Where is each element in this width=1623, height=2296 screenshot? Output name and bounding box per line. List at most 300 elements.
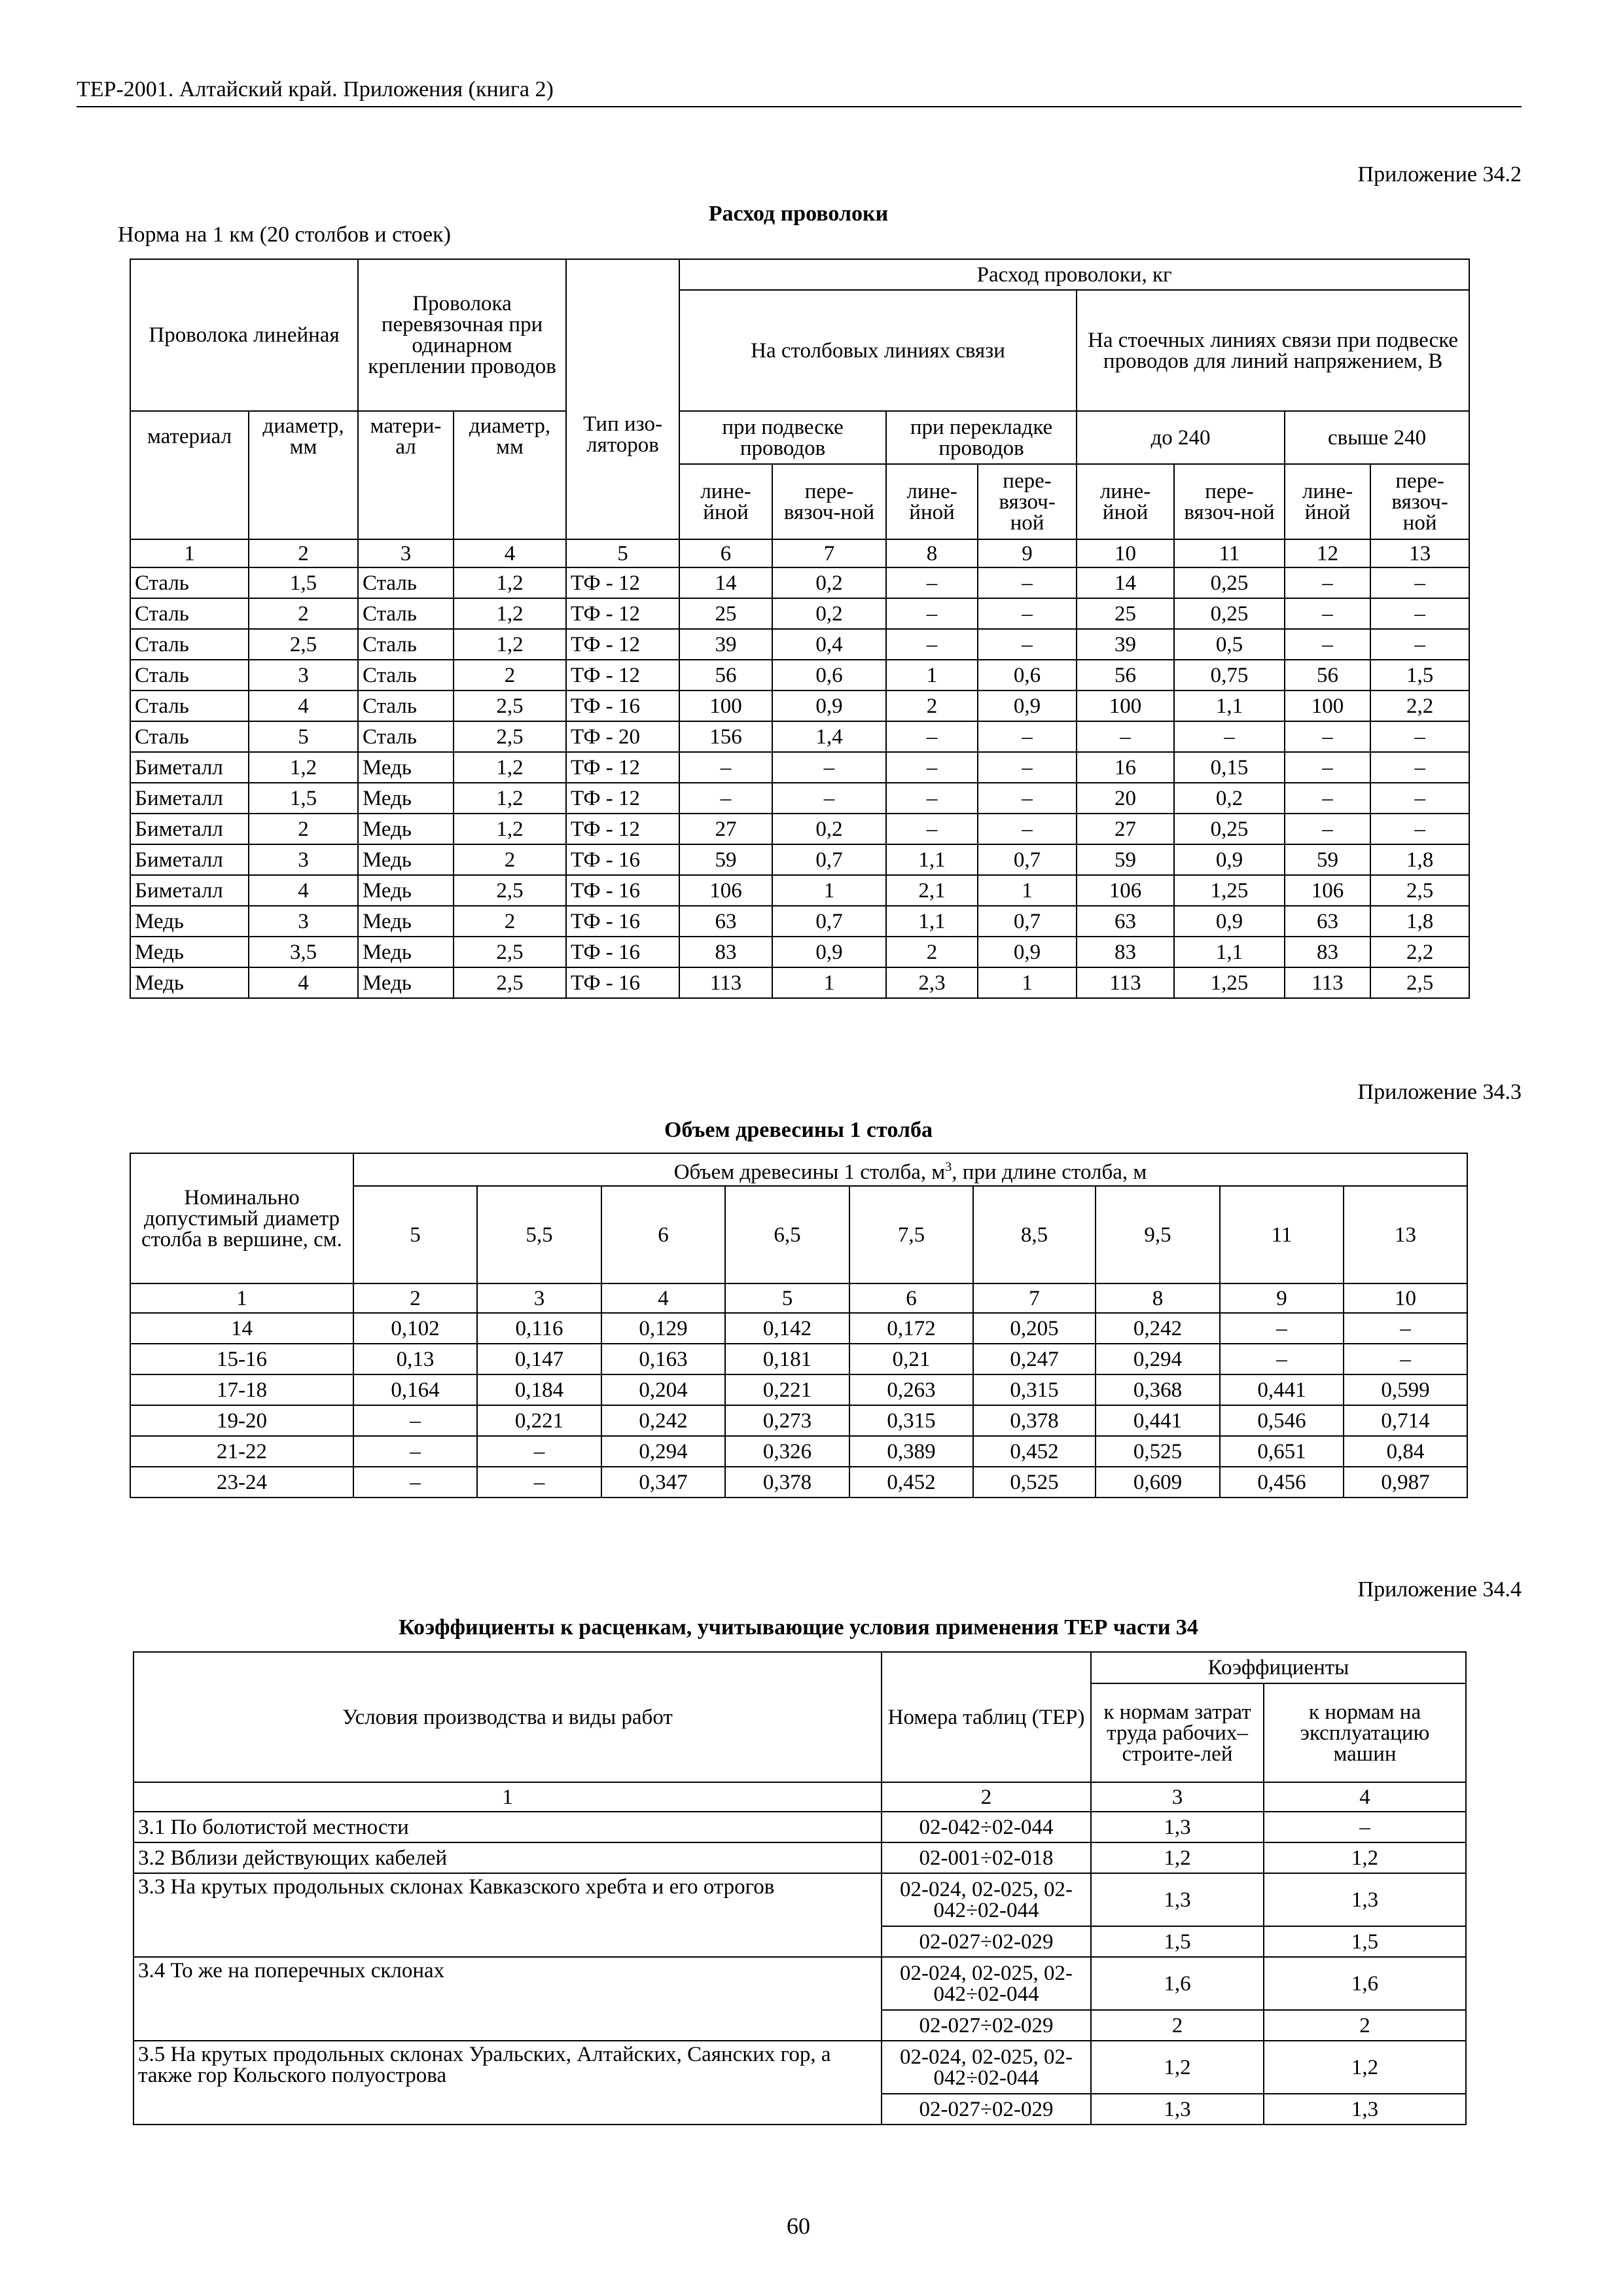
column-number: 1 bbox=[134, 1782, 882, 1812]
table-cell: 100 bbox=[1077, 691, 1174, 721]
header-tie: пере-вязоч-ной bbox=[978, 464, 1077, 539]
table-cell: 0,378 bbox=[973, 1405, 1096, 1436]
table-cell: 2 bbox=[886, 937, 978, 967]
table-cell: 1,25 bbox=[1174, 967, 1285, 998]
table-cell: – bbox=[1344, 1313, 1467, 1344]
column-number: 2 bbox=[882, 1782, 1091, 1812]
appendix-34-2-note: Норма на 1 км (20 столбов и стоек) bbox=[118, 223, 451, 247]
table-cell: 59 bbox=[1285, 844, 1370, 875]
table-cell: – bbox=[353, 1436, 477, 1467]
table-cell: – bbox=[1370, 814, 1469, 844]
table-cell: 3,5 bbox=[249, 937, 358, 967]
table-cell: 3 bbox=[249, 906, 358, 937]
column-number: 12 bbox=[1285, 539, 1370, 567]
header-machines: к нормам на эксплуатацию машин bbox=[1264, 1683, 1466, 1782]
table-cell: 0,7 bbox=[772, 844, 886, 875]
table-cell: 27 bbox=[679, 814, 772, 844]
table-cell: 0,4 bbox=[772, 629, 886, 660]
header-length: 11 bbox=[1220, 1186, 1344, 1283]
column-number: 4 bbox=[1264, 1782, 1466, 1812]
table-cell: 1 bbox=[772, 967, 886, 998]
table-cell: Сталь bbox=[130, 598, 249, 629]
header-material-2: матери-ал bbox=[358, 411, 454, 539]
table-cell: – bbox=[1220, 1344, 1344, 1374]
table-cell: 0,242 bbox=[601, 1405, 725, 1436]
table-cell: 2 bbox=[454, 660, 566, 691]
column-number: 10 bbox=[1344, 1283, 1467, 1313]
table-cell: 0,368 bbox=[1096, 1374, 1220, 1405]
table-cell: 25 bbox=[679, 598, 772, 629]
table-row bbox=[130, 629, 1469, 660]
table-cell: – bbox=[886, 629, 978, 660]
table-cell: 0,651 bbox=[1220, 1436, 1344, 1467]
table-cell: – bbox=[1370, 783, 1469, 814]
table-cell: ТФ - 20 bbox=[566, 721, 679, 752]
appendix-34-2-label: Приложение 34.2 bbox=[1357, 162, 1522, 187]
table-cell: Сталь bbox=[358, 691, 454, 721]
header-insulator-type: Тип изо-ляторов bbox=[566, 259, 679, 539]
table-cell: – bbox=[1077, 721, 1174, 752]
table-cell: – bbox=[886, 721, 978, 752]
table-cell: 2,2 bbox=[1370, 937, 1469, 967]
table-cell: 0,441 bbox=[1220, 1374, 1344, 1405]
table-cell: Сталь bbox=[130, 567, 249, 598]
header-linear: лине-йной bbox=[1285, 464, 1370, 539]
table-row bbox=[130, 906, 1469, 937]
table-cell: Биметалл bbox=[130, 814, 249, 844]
table-cell: – bbox=[353, 1467, 477, 1498]
table-cell: 83 bbox=[679, 937, 772, 967]
table-cell: 0,441 bbox=[1096, 1405, 1220, 1436]
table-cell: Медь bbox=[358, 783, 454, 814]
header-tie-wire: Проволока перевязочная при одинарном креплении проводов bbox=[358, 259, 566, 411]
header-diameter: диаметр, мм bbox=[249, 411, 358, 539]
table-cell: 5 bbox=[249, 721, 358, 752]
header-volume bbox=[353, 1153, 1467, 1186]
table-cell: 0,2 bbox=[772, 598, 886, 629]
table-cell: 63 bbox=[679, 906, 772, 937]
table-cell: 0,273 bbox=[725, 1405, 849, 1436]
table-cell: – bbox=[978, 567, 1077, 598]
table-cell: – bbox=[1370, 721, 1469, 752]
column-number: 1 bbox=[130, 539, 249, 567]
table-cell: ТФ - 12 bbox=[566, 567, 679, 598]
header-labor: к нормам затрат труда рабочих–строите-лей bbox=[1091, 1683, 1264, 1782]
table-row bbox=[134, 1957, 1466, 2010]
table-cell: Медь bbox=[358, 937, 454, 967]
table-cell: 0,129 bbox=[601, 1313, 725, 1344]
table-cell: 1,5 bbox=[249, 783, 358, 814]
table-cell: 63 bbox=[1285, 906, 1370, 937]
table-cell: 1,3 bbox=[1091, 1873, 1264, 1926]
table-cell: 0,525 bbox=[973, 1467, 1096, 1498]
table-cell: 1,2 bbox=[1091, 2041, 1264, 2094]
table-cell: 0,5 bbox=[1174, 629, 1285, 660]
header-length: 5 bbox=[353, 1186, 477, 1283]
table-cell: 1,5 bbox=[1091, 1926, 1264, 1957]
table-cell: 0,452 bbox=[849, 1467, 973, 1498]
table-cell: 0,221 bbox=[725, 1374, 849, 1405]
table-row bbox=[130, 1467, 1467, 1498]
table-cell: – bbox=[1285, 814, 1370, 844]
column-number: 7 bbox=[772, 539, 886, 567]
table-cell: 1 bbox=[978, 875, 1077, 906]
column-number: 6 bbox=[679, 539, 772, 567]
table-cell: 1,2 bbox=[1264, 2041, 1466, 2094]
table-cell: Медь bbox=[130, 937, 249, 967]
table-cell: 0,6 bbox=[772, 660, 886, 691]
table-cell: Медь bbox=[358, 906, 454, 937]
table-cell: 4 bbox=[249, 967, 358, 998]
table-cell: 39 bbox=[1077, 629, 1174, 660]
table-cell: 1,2 bbox=[454, 752, 566, 783]
table-cell: 2,5 bbox=[1370, 875, 1469, 906]
table-cell: 0,294 bbox=[601, 1436, 725, 1467]
coefficients-table bbox=[133, 1651, 1467, 2125]
table-cell: 02-027÷02-029 bbox=[882, 2010, 1091, 2041]
column-number: 3 bbox=[1091, 1782, 1264, 1812]
table-row bbox=[134, 1873, 1466, 1926]
table-cell: 39 bbox=[679, 629, 772, 660]
table-cell: 2,5 bbox=[454, 937, 566, 967]
table-cell: 1,2 bbox=[454, 814, 566, 844]
table-cell: 2 bbox=[1091, 2010, 1264, 2041]
header-volume-sup: 3 bbox=[945, 1160, 952, 1174]
table-cell: 156 bbox=[679, 721, 772, 752]
table-cell: 0,205 bbox=[973, 1313, 1096, 1344]
table-cell: – bbox=[1370, 629, 1469, 660]
header-rule bbox=[77, 106, 1522, 107]
table-cell: – bbox=[477, 1467, 601, 1498]
table-cell: Биметалл bbox=[130, 783, 249, 814]
table-cell: Сталь bbox=[358, 567, 454, 598]
table-row bbox=[130, 814, 1469, 844]
table-cell: Сталь bbox=[130, 721, 249, 752]
table-cell: Сталь bbox=[358, 721, 454, 752]
page-number: 60 bbox=[787, 2213, 810, 2239]
table-cell: 0,25 bbox=[1174, 598, 1285, 629]
table-cell: 0,164 bbox=[353, 1374, 477, 1405]
table-cell: ТФ - 12 bbox=[566, 629, 679, 660]
header-tie: пере-вязоч-ной bbox=[1174, 464, 1285, 539]
header-conditions: Условия производства и виды работ bbox=[134, 1652, 882, 1782]
table-cell: ТФ - 12 bbox=[566, 598, 679, 629]
table-cell: 4 bbox=[249, 875, 358, 906]
table-cell: 02-027÷02-029 bbox=[882, 1926, 1091, 1957]
table-cell: ТФ - 16 bbox=[566, 844, 679, 875]
condition-cell: 3.1 По болотистой местности bbox=[134, 1812, 882, 1842]
table-cell: 0,84 bbox=[1344, 1436, 1467, 1467]
column-number-row bbox=[130, 1283, 1467, 1313]
table-cell: 17-18 bbox=[130, 1374, 353, 1405]
table-cell: 0,599 bbox=[1344, 1374, 1467, 1405]
column-number: 9 bbox=[978, 539, 1077, 567]
table-cell: 0,13 bbox=[353, 1344, 477, 1374]
table-cell: 1,3 bbox=[1091, 1812, 1264, 1842]
table-cell: – bbox=[1285, 721, 1370, 752]
table-cell: 1,3 bbox=[1264, 1873, 1466, 1926]
header-linear: лине-йной bbox=[679, 464, 772, 539]
table-cell: 3 bbox=[249, 660, 358, 691]
table-cell: – bbox=[1344, 1344, 1467, 1374]
table-cell: 14 bbox=[1077, 567, 1174, 598]
table-cell: Сталь bbox=[358, 629, 454, 660]
header-pole-lines: На столбовых линиях связи bbox=[679, 290, 1077, 411]
header-upto-240: до 240 bbox=[1077, 411, 1285, 464]
table-cell: 0,294 bbox=[1096, 1344, 1220, 1374]
header-coefficients: Коэффициенты bbox=[1091, 1652, 1466, 1683]
table-cell: ТФ - 12 bbox=[566, 814, 679, 844]
table-cell: – bbox=[978, 598, 1077, 629]
column-number: 3 bbox=[477, 1283, 601, 1313]
table-cell: Медь bbox=[358, 814, 454, 844]
table-cell: 1,2 bbox=[454, 598, 566, 629]
header-diameter: Номинально допустимый диаметр столба в вершине, см. bbox=[130, 1153, 353, 1283]
table-cell: 2 bbox=[454, 906, 566, 937]
table-cell: ТФ - 16 bbox=[566, 906, 679, 937]
table-cell: 20 bbox=[1077, 783, 1174, 814]
header-line-wire: Проволока линейная bbox=[130, 259, 358, 411]
table-cell: 1,5 bbox=[1264, 1926, 1466, 1957]
table-cell: 2,5 bbox=[454, 967, 566, 998]
column-number: 1 bbox=[130, 1283, 353, 1313]
running-header: ТЕР-2001. Алтайский край. Приложения (книга 2) bbox=[77, 77, 554, 101]
header-length: 9,5 bbox=[1096, 1186, 1220, 1283]
table-cell: – bbox=[1370, 598, 1469, 629]
table-cell: 1,5 bbox=[249, 567, 358, 598]
table-cell: 1,2 bbox=[454, 567, 566, 598]
table-cell: – bbox=[1285, 598, 1370, 629]
table-cell: – bbox=[679, 752, 772, 783]
table-cell: 0,172 bbox=[849, 1313, 973, 1344]
table-cell: ТФ - 12 bbox=[566, 660, 679, 691]
table-cell: 2,5 bbox=[454, 691, 566, 721]
table-cell: 100 bbox=[1285, 691, 1370, 721]
table-cell: 0,452 bbox=[973, 1436, 1096, 1467]
table-cell: 56 bbox=[1077, 660, 1174, 691]
table-cell: 0,9 bbox=[1174, 844, 1285, 875]
table-cell: 4 bbox=[249, 691, 358, 721]
table-cell: 21-22 bbox=[130, 1436, 353, 1467]
table-row bbox=[130, 875, 1469, 906]
column-number: 6 bbox=[849, 1283, 973, 1313]
table-cell: 1,2 bbox=[1264, 1842, 1466, 1873]
table-cell: 0,609 bbox=[1096, 1467, 1220, 1498]
appendix-34-4-title: Коэффициенты к расценкам, учитывающие условия применения ТЕР части 34 bbox=[399, 1615, 1198, 1640]
table-cell: Сталь bbox=[130, 691, 249, 721]
table-cell: 1,2 bbox=[454, 629, 566, 660]
table-cell: 2 bbox=[249, 598, 358, 629]
table-cell: – bbox=[978, 814, 1077, 844]
column-number-row bbox=[130, 539, 1469, 567]
header-relaying: при перекладке проводов bbox=[886, 411, 1077, 464]
table-cell: Медь bbox=[130, 967, 249, 998]
table-cell: 0,204 bbox=[601, 1374, 725, 1405]
header-linear: лине-йной bbox=[1077, 464, 1174, 539]
column-number: 13 bbox=[1370, 539, 1469, 567]
table-cell: – bbox=[1370, 752, 1469, 783]
table-cell: 0,315 bbox=[973, 1374, 1096, 1405]
table-cell: – bbox=[886, 567, 978, 598]
table-cell: 0,2 bbox=[772, 567, 886, 598]
table-cell: 2 bbox=[886, 691, 978, 721]
table-cell: Медь bbox=[358, 752, 454, 783]
table-cell: Сталь bbox=[358, 660, 454, 691]
table-cell: 0,7 bbox=[772, 906, 886, 937]
table-cell: 2,2 bbox=[1370, 691, 1469, 721]
table-cell: ТФ - 16 bbox=[566, 875, 679, 906]
table-cell: 02-042÷02-044 bbox=[882, 1812, 1091, 1842]
table-cell: 02-024, 02-025, 02-042÷02-044 bbox=[882, 1957, 1091, 2010]
table-row bbox=[134, 2041, 1466, 2094]
header-suspension: при подвеске проводов bbox=[679, 411, 886, 464]
table-cell: 63 bbox=[1077, 906, 1174, 937]
table-cell: 1,8 bbox=[1370, 906, 1469, 937]
table-cell: Сталь bbox=[358, 598, 454, 629]
table-cell: 1,1 bbox=[886, 844, 978, 875]
header-tables: Номера таблиц (ТЕР) bbox=[882, 1652, 1091, 1782]
column-number: 2 bbox=[353, 1283, 477, 1313]
table-cell: 1,1 bbox=[886, 906, 978, 937]
table-cell: – bbox=[477, 1436, 601, 1467]
table-cell: Медь bbox=[130, 906, 249, 937]
table-cell: 02-024, 02-025, 02-042÷02-044 bbox=[882, 2041, 1091, 2094]
table-cell: 2,3 bbox=[886, 967, 978, 998]
table-cell: Сталь bbox=[130, 660, 249, 691]
table-cell: 0,714 bbox=[1344, 1405, 1467, 1436]
table-cell: ТФ - 12 bbox=[566, 752, 679, 783]
table-cell: 1 bbox=[772, 875, 886, 906]
table-cell: 02-001÷02-018 bbox=[882, 1842, 1091, 1873]
table-cell: ТФ - 16 bbox=[566, 691, 679, 721]
column-number: 7 bbox=[973, 1283, 1096, 1313]
column-number: 8 bbox=[886, 539, 978, 567]
table-cell: – bbox=[1174, 721, 1285, 752]
column-number: 11 bbox=[1174, 539, 1285, 567]
table-row bbox=[130, 567, 1469, 598]
header-diameter-2: диаметр, мм bbox=[454, 411, 566, 539]
table-cell: 15-16 bbox=[130, 1344, 353, 1374]
wire-consumption-table bbox=[130, 259, 1470, 999]
wood-volume-table bbox=[130, 1153, 1468, 1498]
table-cell: – bbox=[886, 598, 978, 629]
table-cell: 1,6 bbox=[1264, 1957, 1466, 2010]
table-cell: 0,9 bbox=[772, 691, 886, 721]
table-cell: – bbox=[978, 752, 1077, 783]
table-row bbox=[130, 752, 1469, 783]
table-cell: 2,1 bbox=[886, 875, 978, 906]
header-tie: пере-вязоч-ной bbox=[772, 464, 886, 539]
table-cell: 0,2 bbox=[1174, 783, 1285, 814]
header-over-240: свыше 240 bbox=[1285, 411, 1469, 464]
table-cell: 0,6 bbox=[978, 660, 1077, 691]
table-cell: 0,75 bbox=[1174, 660, 1285, 691]
table-cell: 2,5 bbox=[1370, 967, 1469, 998]
appendix-34-4-label: Приложение 34.4 bbox=[1357, 1577, 1522, 1602]
table-cell: ТФ - 12 bbox=[566, 783, 679, 814]
table-cell: 1,2 bbox=[454, 783, 566, 814]
table-cell: 0,163 bbox=[601, 1344, 725, 1374]
header-rack-lines: На стоечных линиях связи при подвеске проводов для линий напряжением, В bbox=[1077, 290, 1469, 411]
table-cell: 0,25 bbox=[1174, 567, 1285, 598]
table-cell: 0,2 bbox=[772, 814, 886, 844]
table-cell: – bbox=[1285, 752, 1370, 783]
table-cell: Медь bbox=[358, 967, 454, 998]
table-cell: 0,221 bbox=[477, 1405, 601, 1436]
header-volume-post: , при длине столба, м bbox=[952, 1160, 1147, 1184]
table-cell: 2 bbox=[454, 844, 566, 875]
table-cell: 14 bbox=[130, 1313, 353, 1344]
table-row bbox=[130, 1374, 1467, 1405]
header-length: 8,5 bbox=[973, 1186, 1096, 1283]
table-cell: 16 bbox=[1077, 752, 1174, 783]
table-cell: – bbox=[978, 721, 1077, 752]
column-number: 9 bbox=[1220, 1283, 1344, 1313]
table-cell: 2,5 bbox=[454, 875, 566, 906]
appendix-34-3-title: Объем древесины 1 столба bbox=[664, 1118, 933, 1142]
table-cell: 0,987 bbox=[1344, 1467, 1467, 1498]
header-length: 6 bbox=[601, 1186, 725, 1283]
table-cell: 2,5 bbox=[249, 629, 358, 660]
column-number: 5 bbox=[725, 1283, 849, 1313]
table-cell: 0,525 bbox=[1096, 1436, 1220, 1467]
table-cell: 0,15 bbox=[1174, 752, 1285, 783]
table-cell: 0,184 bbox=[477, 1374, 601, 1405]
table-cell: 0,546 bbox=[1220, 1405, 1344, 1436]
table-row bbox=[130, 783, 1469, 814]
header-tie: пере-вязоч-ной bbox=[1370, 464, 1469, 539]
table-cell: – bbox=[978, 629, 1077, 660]
table-cell: 27 bbox=[1077, 814, 1174, 844]
table-cell: 56 bbox=[679, 660, 772, 691]
table-cell: 0,389 bbox=[849, 1436, 973, 1467]
table-cell: 0,102 bbox=[353, 1313, 477, 1344]
table-cell: – bbox=[886, 814, 978, 844]
table-cell: 14 bbox=[679, 567, 772, 598]
table-cell: 0,9 bbox=[772, 937, 886, 967]
table-cell: 02-024, 02-025, 02-042÷02-044 bbox=[882, 1873, 1091, 1926]
table-cell: – bbox=[1370, 567, 1469, 598]
table-row bbox=[130, 937, 1469, 967]
table-cell: – bbox=[978, 783, 1077, 814]
table-row bbox=[130, 967, 1469, 998]
table-row bbox=[134, 1812, 1466, 1842]
column-number: 8 bbox=[1096, 1283, 1220, 1313]
table-cell: 106 bbox=[1077, 875, 1174, 906]
condition-cell: 3.4 То же на поперечных склонах bbox=[134, 1957, 882, 2041]
column-number-row bbox=[134, 1782, 1466, 1812]
header-volume-pre: Объем древесины 1 столба, м bbox=[673, 1160, 946, 1184]
table-row bbox=[130, 844, 1469, 875]
table-row bbox=[130, 1405, 1467, 1436]
header-length: 6,5 bbox=[725, 1186, 849, 1283]
column-number: 3 bbox=[358, 539, 454, 567]
table-cell: – bbox=[1264, 1812, 1466, 1842]
header-linear: лине-йной bbox=[886, 464, 978, 539]
column-number: 4 bbox=[601, 1283, 725, 1313]
appendix-34-2-title: Расход проволоки bbox=[708, 202, 889, 226]
table-cell: 1 bbox=[978, 967, 1077, 998]
table-cell: 0,456 bbox=[1220, 1467, 1344, 1498]
table-row bbox=[130, 691, 1469, 721]
table-cell: 113 bbox=[1077, 967, 1174, 998]
table-cell: Медь bbox=[358, 844, 454, 875]
table-cell: 0,147 bbox=[477, 1344, 601, 1374]
table-cell: ТФ - 16 bbox=[566, 937, 679, 967]
table-cell: 1,6 bbox=[1091, 1957, 1264, 2010]
header-material: материал bbox=[130, 411, 249, 539]
table-cell: 1 bbox=[886, 660, 978, 691]
